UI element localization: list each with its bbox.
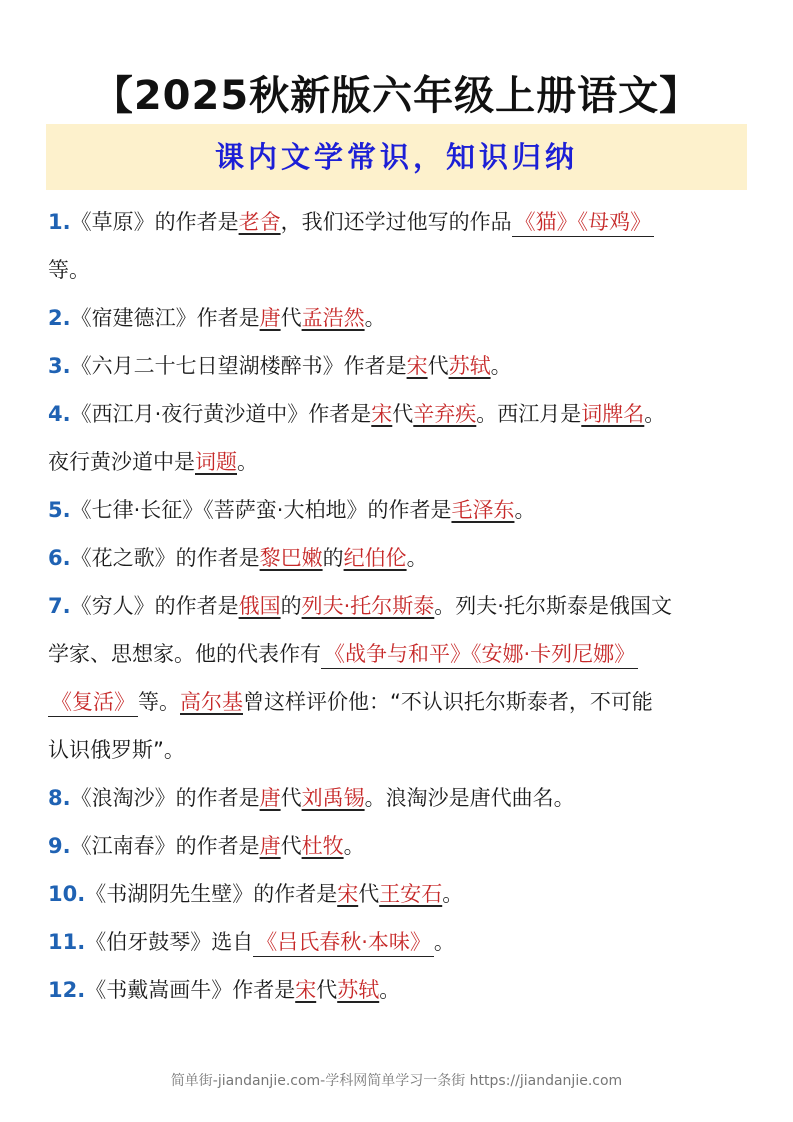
answer: 宋: [406, 354, 428, 378]
item-number: 2.: [48, 306, 71, 330]
item-text: 认识俄罗斯”。: [48, 738, 185, 762]
item-text: 《六月二十七日望湖楼醉书》作者是: [70, 354, 407, 378]
item-text: 代: [358, 882, 380, 906]
knowledge-list: [48, 198, 748, 1014]
item-text: 。: [490, 354, 512, 378]
list-item: [48, 534, 748, 582]
page-title: 【2025秋新版六年级上册语文】: [92, 73, 701, 119]
answer: 毛泽东: [451, 498, 515, 522]
item-text: 《穷人》的作者是: [70, 594, 239, 618]
item-text: 等。: [48, 258, 90, 282]
answer: 词牌名: [581, 402, 645, 426]
item-text: 。: [343, 834, 365, 858]
item-text: 代: [280, 306, 302, 330]
item-text: 。: [379, 978, 401, 1002]
subtitle-banner: [46, 124, 747, 190]
list-item: [48, 966, 748, 1014]
item-text: ，我们还学过他写的作品: [280, 210, 512, 234]
list-item: [48, 198, 748, 246]
answer: 宋: [371, 402, 393, 426]
answer: 王安石: [379, 882, 443, 906]
list-item-continued: [48, 726, 748, 774]
item-text: 代: [316, 978, 338, 1002]
answer-blank: 《复活》: [48, 688, 138, 717]
item-number: 1.: [48, 210, 71, 234]
answer-blank: 《吕氏春秋·本味》: [253, 928, 434, 957]
list-item: [48, 870, 748, 918]
item-text: 《七律·长征》《菩萨蛮·大柏地》的作者是: [70, 498, 452, 522]
answer: 杜牧: [301, 834, 344, 858]
item-number: 6.: [48, 546, 71, 570]
answer: 孟浩然: [301, 306, 365, 330]
item-text: 《浪淘沙》的作者是: [70, 786, 260, 810]
list-item: [48, 486, 748, 534]
answer-blank: 《猫》《母鸡》: [512, 208, 655, 237]
item-number: 4.: [48, 402, 71, 426]
answer: 黎巴嫩: [259, 546, 323, 570]
item-number: 7.: [48, 594, 71, 618]
list-item: [48, 294, 748, 342]
answer: 宋: [295, 978, 317, 1002]
item-text: 。浪淘沙是唐代曲名。: [364, 786, 575, 810]
answer: 辛弃疾: [413, 402, 477, 426]
item-text: 学家、思想家。他的代表作有: [48, 642, 321, 666]
answer: 词题: [195, 450, 237, 474]
item-text: 《江南春》的作者是: [70, 834, 260, 858]
answer: 纪伯伦: [343, 546, 407, 570]
item-number: 8.: [48, 786, 71, 810]
item-text: 等。: [138, 690, 180, 714]
item-text: 《宿建德江》作者是: [70, 306, 260, 330]
item-text: 。列夫·托尔斯泰是俄国文: [434, 594, 672, 618]
item-text: 曾这样评价他：“不认识托尔斯泰者，不可能: [243, 690, 653, 714]
item-number: 12.: [48, 978, 86, 1002]
list-item: [48, 342, 748, 390]
item-text: 。: [514, 498, 536, 522]
item-text: 的: [322, 546, 344, 570]
item-number: 10.: [48, 882, 86, 906]
item-text: 。: [364, 306, 386, 330]
list-item: [48, 390, 748, 438]
item-text: 代: [427, 354, 449, 378]
list-item-continued: [48, 630, 748, 678]
item-text: 代: [280, 834, 302, 858]
answer: 高尔基: [180, 690, 243, 714]
item-text: 《书戴嵩画牛》作者是: [85, 978, 296, 1002]
answer: 唐: [259, 306, 281, 330]
answer: 苏轼: [337, 978, 380, 1002]
list-item-continued: [48, 246, 748, 294]
item-text: 。: [442, 882, 464, 906]
item-number: 5.: [48, 498, 71, 522]
list-item-continued: [48, 438, 748, 486]
answer: 苏轼: [448, 354, 491, 378]
item-text: 代: [392, 402, 414, 426]
item-text: 。: [433, 930, 455, 954]
item-text: 《花之歌》的作者是: [70, 546, 260, 570]
answer-blank: 《战争与和平》《安娜·卡列尼娜》: [321, 640, 638, 669]
item-text: 《伯牙鼓琴》选自: [85, 930, 254, 954]
answer: 宋: [337, 882, 359, 906]
answer: 唐: [259, 786, 281, 810]
item-text: 。: [237, 450, 258, 474]
item-text: 的: [280, 594, 302, 618]
list-item: [48, 774, 748, 822]
list-item-continued: [48, 678, 748, 726]
answer: 刘禹锡: [301, 786, 365, 810]
item-number: 11.: [48, 930, 86, 954]
item-number: 9.: [48, 834, 71, 858]
footer-source: 简单街-jiandanjie.com-学科网简单学习一条街 https://jiandanjie.com: [170, 1073, 623, 1089]
item-text: 代: [280, 786, 302, 810]
answer: 老舍: [238, 210, 281, 234]
item-text: 。: [406, 546, 428, 570]
subtitle: 课内文学常识，知识归纳: [214, 140, 578, 174]
item-text: 《西江月·夜行黄沙道中》作者是: [70, 402, 372, 426]
item-text: 。西江月是: [476, 402, 582, 426]
item-text: 《草原》的作者是: [70, 210, 239, 234]
list-item: [48, 582, 748, 630]
item-text: 夜行黄沙道中是: [48, 450, 195, 474]
answer: 唐: [259, 834, 281, 858]
item-number: 3.: [48, 354, 71, 378]
answer: 列夫·托尔斯泰: [301, 594, 435, 618]
item-text: 。: [644, 402, 666, 426]
list-item: [48, 918, 748, 966]
item-text: 《书湖阴先生壁》的作者是: [85, 882, 338, 906]
answer: 俄国: [238, 594, 281, 618]
list-item: [48, 822, 748, 870]
